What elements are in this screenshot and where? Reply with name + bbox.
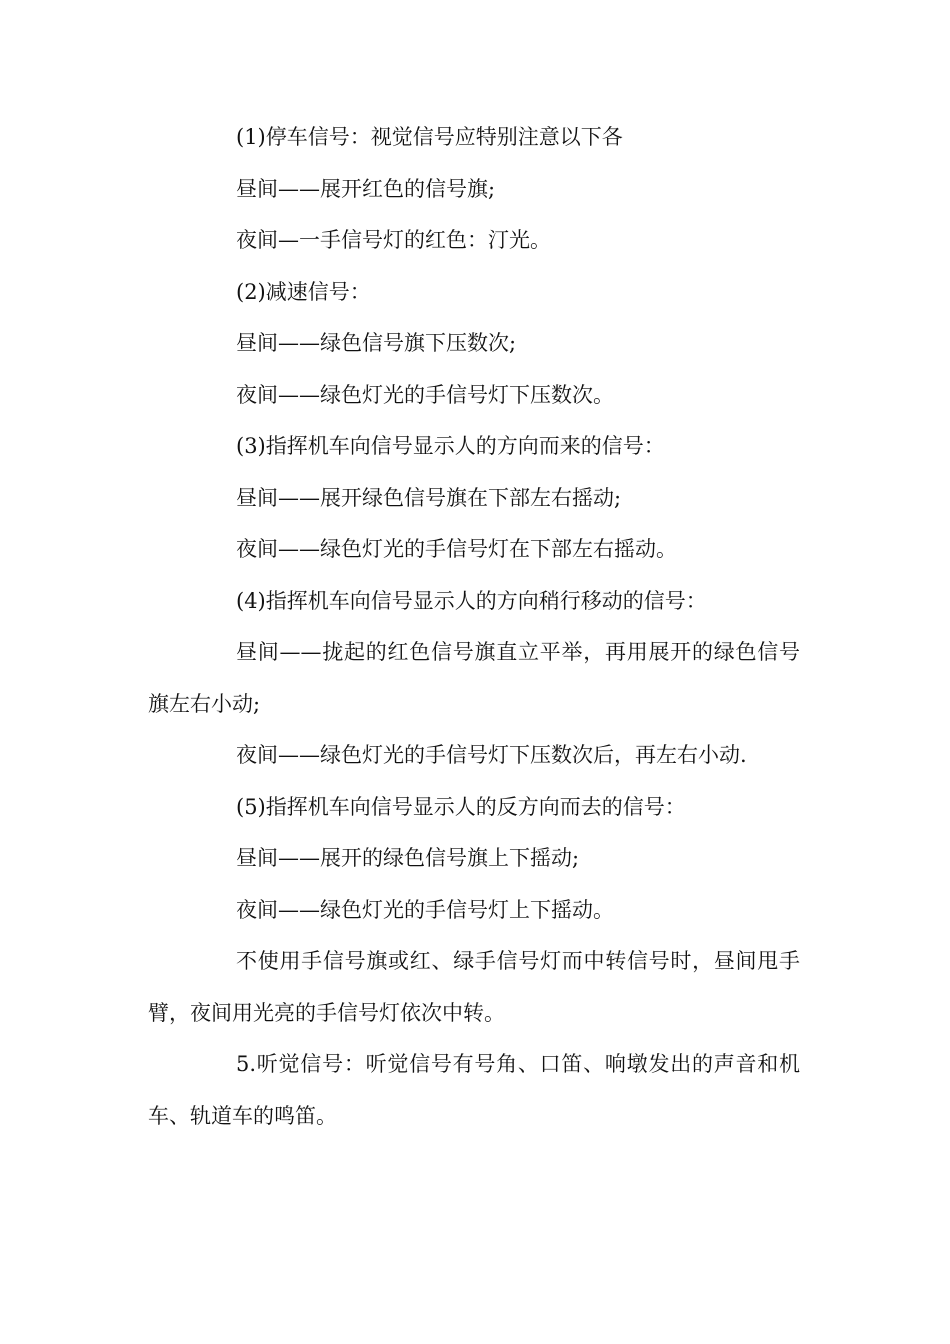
paragraph-slow-night: 夜间——绿色灯光的手信号灯下压数次。 <box>236 382 614 407</box>
paragraph-stop-night: 夜间—一手信号灯的红色：汀光。 <box>236 228 551 252</box>
paragraph-slow-signal: (2)减速信号： <box>236 279 371 304</box>
paragraph-slow-day: 昼间——绿色信号旗下压数次; <box>236 331 517 355</box>
paragraph-audible-signal: 5.听觉信号：听觉信号有号角、口笛、响墩发出的声音和机车、轨道车的鸣笛。 <box>148 1052 800 1128</box>
paragraph-depart-night: 夜间——绿色灯光的手信号灯上下摇动。 <box>236 897 614 922</box>
paragraph-depart-signal: (5)指挥机车向信号显示人的反方向而去的信号： <box>236 794 686 819</box>
paragraph-creep-signal: (4)指挥机车向信号显示人的方向稍行移动的信号： <box>236 588 707 613</box>
paragraph-approach-day: 昼间——展开绿色信号旗在下部左右摇动; <box>236 485 622 510</box>
paragraph-depart-day: 昼间——展开的绿色信号旗上下摇动; <box>236 846 580 870</box>
paragraph-relay-note: 不使用手信号旗或红、绿手信号灯而中转信号时，昼间甩手臂，夜间用光亮的手信号灯依次中转。 <box>148 949 800 1025</box>
paragraph-stop-signal: (1)停车信号：视觉信号应特别注意以下各 <box>236 125 623 149</box>
paragraph-creep-day: 昼间——拢起的红色信号旗直立平举，再用展开的绿色信号旗左右小动; <box>148 640 800 716</box>
paragraph-creep-night: 夜间——绿色灯光的手信号灯下压数次后，再左右小动. <box>236 743 747 767</box>
paragraph-approach-signal: (3)指挥机车向信号显示人的方向而来的信号： <box>236 434 665 458</box>
document-body <box>148 112 800 1142</box>
paragraph-approach-night: 夜间——绿色灯光的手信号灯在下部左右摇动。 <box>236 537 677 561</box>
paragraph-stop-day: 昼间——展开红色的信号旗; <box>236 176 496 201</box>
